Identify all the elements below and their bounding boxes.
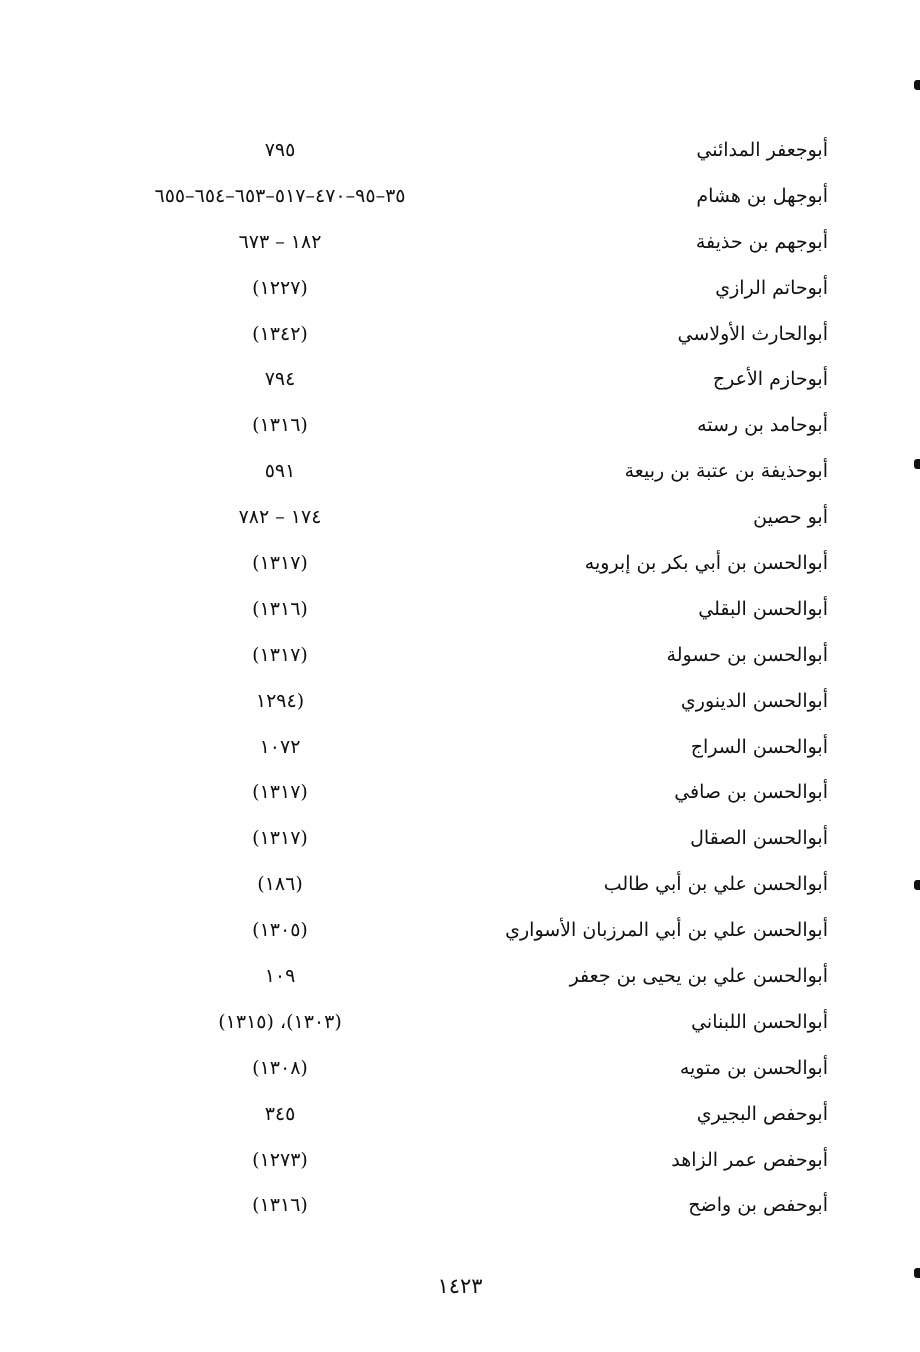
index-entry [0, 592, 920, 638]
index-entry [0, 454, 920, 500]
index-entry [0, 362, 920, 408]
index-entry [0, 684, 920, 730]
entry-page-refs: ١٨٢ – ٦٧٣ [238, 230, 322, 253]
index-entry [0, 638, 920, 684]
entry-name: أبوالحسن بن صافي [674, 781, 828, 804]
entry-page-refs: (١٣٤٢) [252, 322, 308, 345]
index-entry [0, 821, 920, 867]
entry-page-refs: (١٢٧٣) [252, 1148, 308, 1171]
entry-name: أبو حصين [753, 506, 828, 529]
entry-name: أبوحذيفة بن عتبة بن ربيعة [624, 460, 828, 483]
page-number: ١٤٢٣ [437, 1274, 483, 1298]
entry-page-refs: ٥٩١ [264, 460, 296, 483]
entry-name: أبوالحسن البقلي [698, 597, 828, 620]
entry-name: أبوحاتم الرازي [715, 276, 828, 299]
entry-page-refs: (١٢٩٤ [255, 689, 305, 712]
entry-name: أبوحازم الأعرج [712, 368, 828, 391]
entry-page-refs: (١٣٠٣)، (١٣١٥) [218, 1010, 342, 1033]
entry-page-refs: (١٣٠٨) [252, 1056, 308, 1079]
entry-page-refs: (١٣١٦) [252, 597, 308, 620]
index-entry [0, 775, 920, 821]
index-entries [0, 133, 920, 1234]
index-entry [0, 500, 920, 546]
index-entry [0, 1097, 920, 1143]
entry-name: أبوحفص البجيري [696, 1102, 828, 1125]
index-entry [0, 913, 920, 959]
index-entry [0, 179, 920, 225]
entry-name: أبوحفص عمر الزاهد [671, 1148, 828, 1171]
index-entry [0, 1143, 920, 1189]
index-entry [0, 317, 920, 363]
page-edge-mark [914, 80, 920, 90]
entry-page-refs: ٣٥–٩٥–٤٧٠–٥١٧–٦٥٣–٦٥٤–٦٥٥ [154, 184, 406, 207]
entry-name: أبوالحسن بن أبي بكر بن إبرويه [584, 552, 828, 575]
entry-page-refs: (١٣١٧) [252, 827, 308, 850]
entry-name: أبوجهم بن حذيفة [695, 230, 828, 253]
index-entry [0, 1005, 920, 1051]
entry-name: أبوالحسن الدينوري [680, 689, 828, 712]
entry-name: أبوجعفر المدائني [696, 139, 828, 161]
entry-name: أبوالحسن بن متويه [679, 1056, 828, 1079]
entry-page-refs: ١٧٤ – ٧٨٢ [238, 506, 322, 529]
index-entry [0, 867, 920, 913]
entry-name: أبوالحسن الصقال [690, 827, 828, 850]
index-entry [0, 1188, 920, 1234]
entry-name: أبوالحسن بن حسولة [666, 643, 828, 666]
entry-page-refs: (١٣١٧) [252, 781, 308, 804]
index-entry [0, 959, 920, 1005]
entry-name: أبوالحسن علي بن يحيى بن جعفر [569, 965, 828, 988]
entry-page-refs: ٣٤٥ [264, 1102, 296, 1125]
index-entry [0, 408, 920, 454]
entry-name: أبوالحسن علي بن أبي طالب [603, 873, 828, 896]
entry-page-refs: ٧٩٥ [264, 139, 296, 161]
entry-name: أبوالحسن السراج [690, 735, 828, 758]
index-entry [0, 730, 920, 776]
entry-page-refs: (١٣١٧) [252, 643, 308, 666]
index-entry [0, 225, 920, 271]
entry-page-refs: (١٣١٧) [252, 552, 308, 575]
entry-page-refs: ١٠٧٢ [259, 735, 301, 758]
entry-page-refs: (١٨٦) [257, 873, 303, 896]
entry-page-refs: (١٣١٦) [252, 414, 308, 437]
entry-name: أبوالحارث الأولاسي [677, 322, 828, 345]
entry-page-refs: ٧٩٤ [264, 368, 296, 391]
entry-page-refs: (١٣١٦) [252, 1194, 308, 1217]
index-entry [0, 1051, 920, 1097]
entry-name: أبوالحسن اللبناني [691, 1010, 828, 1033]
index-entry [0, 546, 920, 592]
entry-page-refs: (١٢٢٧) [252, 276, 308, 299]
index-entry [0, 271, 920, 317]
entry-name: أبوجهل بن هشام [696, 184, 828, 207]
index-entry [0, 133, 920, 179]
entry-name: أبوحفص بن واضح [688, 1194, 828, 1217]
entry-name: أبوحامد بن رسته [697, 414, 828, 437]
entry-page-refs: (١٣٠٥) [252, 919, 308, 942]
entry-page-refs: ١٠٩ [264, 965, 296, 988]
entry-name: أبوالحسن علي بن أبي المرزبان الأسواري [505, 919, 828, 942]
